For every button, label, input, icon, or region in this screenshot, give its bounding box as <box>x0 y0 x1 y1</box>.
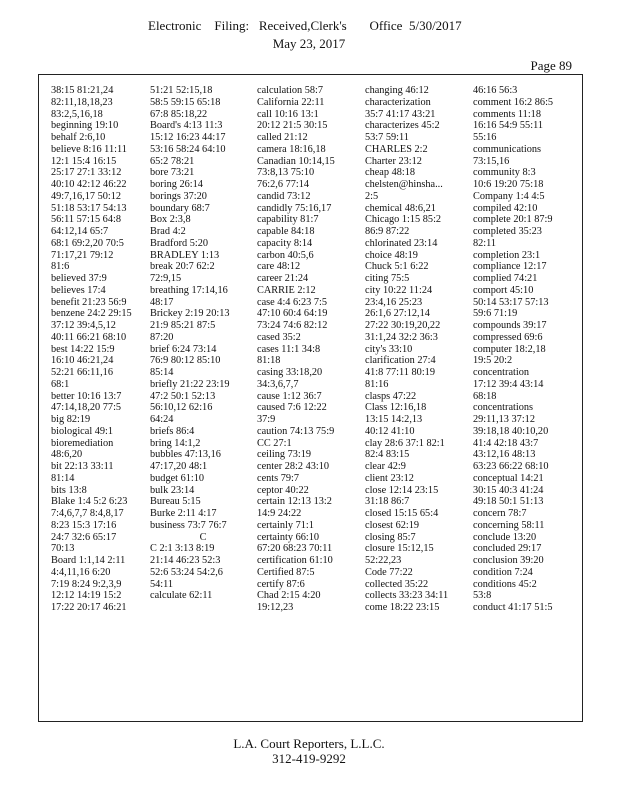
index-entry: 67:20 68:23 70:11 <box>257 543 333 555</box>
index-entry: computer 18:2,18 <box>473 343 546 355</box>
index-entry: 68:1 <box>51 378 70 390</box>
index-entry: conclusion 39:20 <box>473 555 544 566</box>
index-entry: chelsten@hinsha... <box>365 179 443 190</box>
index-entry: 14:9 24:22 <box>257 508 302 519</box>
index-entry: benefit 21:23 56:9 <box>51 296 127 308</box>
index-entry: citing 75:5 <box>365 273 410 284</box>
index-entry: case 4:4 6:23 7:5 <box>257 296 328 308</box>
index-entry: camera 18:16,18 <box>257 143 326 155</box>
index-entry: believes 17:4 <box>51 284 106 296</box>
index-entry: 47:14,18,20 77:5 <box>51 402 122 414</box>
index-entry: 37:9 <box>257 414 276 425</box>
footer <box>0 736 618 766</box>
index-entry: cased 35:2 <box>257 331 301 343</box>
index-entry: center 28:2 43:10 <box>257 461 330 472</box>
index-entry: Certified 87:5 <box>257 566 315 578</box>
index-entry: 64:24 <box>150 414 174 425</box>
index-entry: Board's 4:13 11:3 <box>150 120 223 132</box>
index-entry: 51:21 52:15,18 <box>150 85 213 96</box>
index-entry: 34:3,6,7,7 <box>257 378 299 390</box>
index-entry: CARRIE 2:12 <box>257 284 316 296</box>
index-entry: 31:18 86:7 <box>365 496 410 508</box>
index-entry: conduct 41:17 51:5 <box>473 602 553 613</box>
index-entry: 56:10,12 62:16 <box>150 402 213 414</box>
index-entry: compliance 12:17 <box>473 261 547 273</box>
index-entry: 81:18 <box>257 355 281 367</box>
index-entry: close 12:14 23:15 <box>365 484 439 496</box>
index-entry: bit 22:13 33:11 <box>51 461 114 472</box>
index-entry: choice 48:19 <box>365 249 418 261</box>
index-entry: closest 62:19 <box>365 519 420 531</box>
index-entry: bits 13:8 <box>51 484 87 496</box>
index-entry: best 14:22 15:9 <box>51 343 115 355</box>
index-entry: 67:8 85:18,22 <box>150 108 208 120</box>
index-entry: business 73:7 76:7 <box>150 519 227 531</box>
index-entry: 83:2,5,16,18 <box>51 108 103 120</box>
index-entry: 47:10 60:4 64:19 <box>257 308 328 320</box>
index-entry: briefs 86:4 <box>150 425 195 437</box>
index-entry: 4:4,11,16 6:20 <box>51 566 111 578</box>
index-entry: Company 1:4 4:5 <box>473 190 545 202</box>
index-entry: 19:5 20:2 <box>473 355 513 367</box>
index-entry: caused 7:6 12:22 <box>257 402 327 414</box>
index-entry: 35:7 41:17 43:21 <box>365 108 436 120</box>
index-entry: 54:11 <box>150 578 174 590</box>
index-entry: believed 37:9 <box>51 273 107 284</box>
index-entry: ceiling 73:19 <box>257 449 312 461</box>
index-entry: 76:2,6 77:14 <box>257 179 310 190</box>
index-entry: calculation 58:7 <box>257 85 324 96</box>
index-entry: community 8:3 <box>473 167 536 179</box>
index-entry: characterization <box>365 96 431 108</box>
index-entry: 37:12 39:4,5,12 <box>51 320 116 331</box>
index-entry: 47:2 50:1 52:13 <box>150 390 216 402</box>
index-entry: 21:14 46:23 52:3 <box>150 555 221 566</box>
filing-date-line: May 23, 2017 <box>272 36 346 51</box>
index-entry: 46:16 56:3 <box>473 85 518 96</box>
index-entry: comment 16:2 86:5 <box>473 96 554 108</box>
index-entry: CC 27:1 <box>257 437 292 449</box>
index-entry: 52:21 66:11,16 <box>51 367 113 378</box>
index-entry: complied 74:21 <box>473 273 538 284</box>
index-entry: 7:4,6,7,7 8:4,8,17 <box>51 508 124 519</box>
index-entry: concern 78:7 <box>473 508 527 519</box>
index-entry: bioremediation <box>51 437 114 449</box>
index-entry: breathing 17:14,16 <box>150 284 228 296</box>
index-entry: cents 79:7 <box>257 472 300 484</box>
index-entry: 43:12,16 48:13 <box>473 449 536 461</box>
index-entry: completion 23:1 <box>473 249 541 261</box>
index-column-5 <box>473 85 583 614</box>
index-entry: 40:10 42:12 46:22 <box>51 179 127 190</box>
index-entry: certification 61:10 <box>257 555 333 566</box>
index-entry: 51:18 53:17 54:13 <box>51 202 127 214</box>
index-entry: 53:8 <box>473 590 492 602</box>
index-entry: cases 11:1 34:8 <box>257 343 321 355</box>
index-entry: big 82:19 <box>51 414 91 425</box>
index-entry: Brickey 2:19 20:13 <box>150 308 230 320</box>
index-entry: capacity 8:14 <box>257 237 313 249</box>
index-entry: 68:18 <box>473 390 497 402</box>
index-entry: briefly 21:22 23:19 <box>150 378 230 390</box>
index-entry: completed 35:23 <box>473 226 542 237</box>
index-entry: better 10:16 13:7 <box>51 390 122 402</box>
index-entry: 16:16 54:9 55:11 <box>473 120 543 132</box>
index-entry: 63:23 66:22 68:10 <box>473 461 549 472</box>
index-entry: clasps 47:22 <box>365 390 417 402</box>
index-entry: 73:24 74:6 82:12 <box>257 320 328 331</box>
index-entry: chemical 48:6,21 <box>365 202 436 214</box>
index-entry: BRADLEY 1:13 <box>150 249 220 261</box>
index-entry: 12:1 15:4 16:15 <box>51 155 117 167</box>
index-entry: 19:12,23 <box>257 602 294 613</box>
index-entry: CHARLES 2:2 <box>365 143 428 155</box>
index-entry: compiled 42:10 <box>473 202 538 214</box>
index-entry: Chuck 5:1 6:22 <box>365 261 429 273</box>
index-entry: C <box>199 531 207 543</box>
index-column-2 <box>150 85 256 602</box>
index-entry: ceptor 40:22 <box>257 484 309 496</box>
index-entry: Box 2:3,8 <box>150 214 191 226</box>
index-entry: concentrations <box>473 402 534 414</box>
reporter-phone: 312-419-9292 <box>272 751 346 766</box>
index-entry: Bradford 5:20 <box>150 237 209 249</box>
page-number: Page 89 <box>530 58 572 73</box>
index-entry: boundary 68:7 <box>150 202 210 214</box>
index-entry: Charter 23:12 <box>365 155 422 167</box>
index-entry: brief 6:24 73:14 <box>150 343 217 355</box>
index-entry: 71:17,21 79:12 <box>51 249 114 261</box>
index-entry: call 10:16 13:1 <box>257 108 319 120</box>
index-entry: 81:6 <box>51 261 70 273</box>
index-entry: bore 73:21 <box>150 167 195 179</box>
index-entry: candidly 75:16,17 <box>257 202 332 214</box>
index-entry: 20:12 21:5 30:15 <box>257 120 328 132</box>
index-entry: called 21:12 <box>257 132 308 143</box>
index-entry: capability 81:7 <box>257 214 319 226</box>
index-entry: 64:12,14 65:7 <box>51 226 109 237</box>
index-entry: 87:20 <box>150 331 174 343</box>
index-entry: 21:9 85:21 87:5 <box>150 320 216 331</box>
index-entry: candid 73:12 <box>257 190 311 202</box>
index-entry: complete 20:1 87:9 <box>473 214 553 226</box>
index-entry: conclude 13:20 <box>473 531 537 543</box>
index-entry: clay 28:6 37:1 82:1 <box>365 437 445 449</box>
index-entry: 73:15,16 <box>473 155 510 167</box>
index-entry: borings 37:20 <box>150 190 207 202</box>
index-entry: C 2:1 3:13 8:19 <box>150 543 215 555</box>
index-entry: 25:17 27:1 33:12 <box>51 167 122 179</box>
index-entry: 17:12 39:4 43:14 <box>473 378 544 390</box>
index-entry: certainty 66:10 <box>257 531 320 543</box>
index-entry: behalf 2:6,10 <box>51 132 106 143</box>
index-entry: changing 46:12 <box>365 85 429 96</box>
index-column-4 <box>365 85 473 614</box>
index-entry: 56:11 57:15 64:8 <box>51 214 121 226</box>
index-entry: 85:14 <box>150 367 174 378</box>
index-entry: casing 33:18,20 <box>257 367 323 378</box>
index-entry: Class 12:16,18 <box>365 402 427 414</box>
index-column-1 <box>51 85 151 614</box>
index-entry: city 10:22 11:24 <box>365 284 433 296</box>
index-entry: 27:22 30:19,20,22 <box>365 320 441 331</box>
index-entry: 76:9 80:12 85:10 <box>150 355 221 367</box>
index-entry: conceptual 14:21 <box>473 472 544 484</box>
index-entry: comments 11:18 <box>473 108 541 120</box>
index-entry: chlorinated 23:14 <box>365 237 438 249</box>
index-entry: break 20:7 62:2 <box>150 261 215 273</box>
index-entry: bubbles 47:13,16 <box>150 449 221 461</box>
index-entry: career 21:24 <box>257 273 309 284</box>
index-entry: 58:5 59:15 65:18 <box>150 96 221 108</box>
index-entry: biological 49:1 <box>51 425 114 437</box>
index-entry: 73:8,13 75:10 <box>257 167 315 179</box>
index-entry: 82:11,18,18,23 <box>51 96 113 108</box>
index-entry: certify 87:6 <box>257 578 305 590</box>
index-entry: 55:16 <box>473 132 497 143</box>
index-entry: 81:14 <box>51 472 75 484</box>
index-entry: 49:7,16,17 50:12 <box>51 190 122 202</box>
index-entry: closure 15:12,15 <box>365 543 434 555</box>
index-entry: clarification 27:4 <box>365 355 436 367</box>
index-entry: 47:17,20 48:1 <box>150 461 208 472</box>
index-entry: 65:2 78:21 <box>150 155 195 167</box>
index-entry: 59:6 71:19 <box>473 308 518 320</box>
index-entry: city's 33:10 <box>365 343 413 355</box>
index-entry: 49:18 50:1 51:13 <box>473 496 544 508</box>
index-entry: 8:23 15:3 17:16 <box>51 519 117 531</box>
reporter-name: L.A. Court Reporters, L.L.C. <box>233 736 385 751</box>
index-entry: care 48:12 <box>257 261 301 273</box>
index-entry: 12:12 14:19 15:2 <box>51 590 122 602</box>
index-entry: capable 84:18 <box>257 226 315 237</box>
index-entry: characterizes 45:2 <box>365 120 440 132</box>
index-entry: 53:16 58:24 64:10 <box>150 143 226 155</box>
index-entry: cheap 48:18 <box>365 167 416 179</box>
index-entry: 70:13 <box>51 543 75 555</box>
index-entry: believe 8:16 11:11 <box>51 143 127 155</box>
index-entry: 82:11 <box>473 237 497 249</box>
index-entry: 7:19 8:24 9:2,3,9 <box>51 578 122 590</box>
index-column-3 <box>257 85 365 614</box>
index-entry: 31:1,24 32:2 36:3 <box>365 331 438 343</box>
index-entry: 41:8 77:11 80:19 <box>365 367 435 378</box>
index-entry: come 18:22 23:15 <box>365 602 440 613</box>
index-entry: collected 35:22 <box>365 578 429 590</box>
index-entry: 48:6,20 <box>51 449 83 461</box>
index-entry: condition 7:24 <box>473 566 533 578</box>
index-entry: Code 77:22 <box>365 566 413 578</box>
index-entry: 38:15 81:21,24 <box>51 85 114 96</box>
index-entry: clear 42:9 <box>365 461 406 472</box>
index-entry: compounds 39:17 <box>473 320 547 331</box>
index-entry: California 22:11 <box>257 96 325 108</box>
index-entry: certain 12:13 13:2 <box>257 496 332 508</box>
filing-stamp-line: Electronic Filing: Received,Clerk's Office 5/30/2017 <box>148 18 462 33</box>
index-entry: concluded 29:17 <box>473 543 542 555</box>
index-entry: 10:6 19:20 75:18 <box>473 179 544 190</box>
index-entry: 82:4 83:15 <box>365 449 410 461</box>
index-entry: concentration <box>473 367 530 378</box>
index-entry: 30:15 40:3 41:24 <box>473 484 544 496</box>
index-entry: communications <box>473 143 542 155</box>
index-entry: 68:1 69:2,20 70:5 <box>51 237 124 249</box>
index-entry: benzene 24:2 29:15 <box>51 308 132 320</box>
index-entry: Brad 4:2 <box>150 226 186 237</box>
index-entry: Blake 1:4 5:2 6:23 <box>51 496 128 508</box>
index-entry: 39:18,18 40:10,20 <box>473 425 549 437</box>
index-entry: 41:4 42:18 43:7 <box>473 437 539 449</box>
index-entry: 81:16 <box>365 378 389 390</box>
index-entry: 53:7 59:11 <box>365 132 409 143</box>
index-entry: comport 45:10 <box>473 284 534 296</box>
index-entry: 40:12 41:10 <box>365 425 415 437</box>
index-entry: Board 1:1,14 2:11 <box>51 555 126 566</box>
index-entry: 52:6 53:24 54:2,6 <box>150 566 223 578</box>
index-entry: Chicago 1:15 85:2 <box>365 214 442 226</box>
index-entry: compressed 69:6 <box>473 331 543 343</box>
index-entry: 26:1,6 27:12,14 <box>365 308 430 320</box>
index-entry: beginning 19:10 <box>51 120 119 132</box>
index-entry: Burke 2:11 4:17 <box>150 508 217 519</box>
index-entry: caution 74:13 75:9 <box>257 425 335 437</box>
index-entry: 29:11,13 37:12 <box>473 414 535 425</box>
index-entry: 15:12 16:23 44:17 <box>150 132 226 143</box>
index-entry: collects 33:23 34:11 <box>365 590 449 602</box>
index-entry: 72:9,15 <box>150 273 182 284</box>
index-entry: bulk 23:14 <box>150 484 195 496</box>
index-entry: Bureau 5:15 <box>150 496 201 508</box>
index-entry: 48:17 <box>150 296 174 308</box>
index-entry: calculate 62:11 <box>150 590 213 602</box>
index-entry: 50:14 53:17 57:13 <box>473 296 549 308</box>
index-entry: 13:15 14:2,13 <box>365 414 423 425</box>
index-entry: 52:22,23 <box>365 555 402 566</box>
index-entry: Chad 2:15 4:20 <box>257 590 321 602</box>
index-entry: client 23:12 <box>365 472 414 484</box>
index-entry: 86:9 87:22 <box>365 226 410 237</box>
index-entry: 16:10 46:21,24 <box>51 355 114 367</box>
index-entry: 2:5 <box>365 190 379 202</box>
index-entry: Canadian 10:14,15 <box>257 155 335 167</box>
index-entry: conditions 45:2 <box>473 578 537 590</box>
index-entry: boring 26:14 <box>150 179 203 190</box>
index-entry: 40:11 66:21 68:10 <box>51 331 127 343</box>
index-frame <box>38 74 583 722</box>
index-entry: closing 85:7 <box>365 531 416 543</box>
index-entry: 24:7 32:6 65:17 <box>51 531 117 543</box>
index-entry: 23:4,16 25:23 <box>365 296 423 308</box>
index-entry: carbon 40:5,6 <box>257 249 314 261</box>
index-entry: closed 15:15 65:4 <box>365 508 439 519</box>
index-entry: cause 1:12 36:7 <box>257 390 322 402</box>
index-entry: certainly 71:1 <box>257 519 314 531</box>
index-entry: concerning 58:11 <box>473 519 545 531</box>
index-entry: 17:22 20:17 46:21 <box>51 602 127 613</box>
index-entry: bring 14:1,2 <box>150 437 201 449</box>
index-entry: budget 61:10 <box>150 472 205 484</box>
